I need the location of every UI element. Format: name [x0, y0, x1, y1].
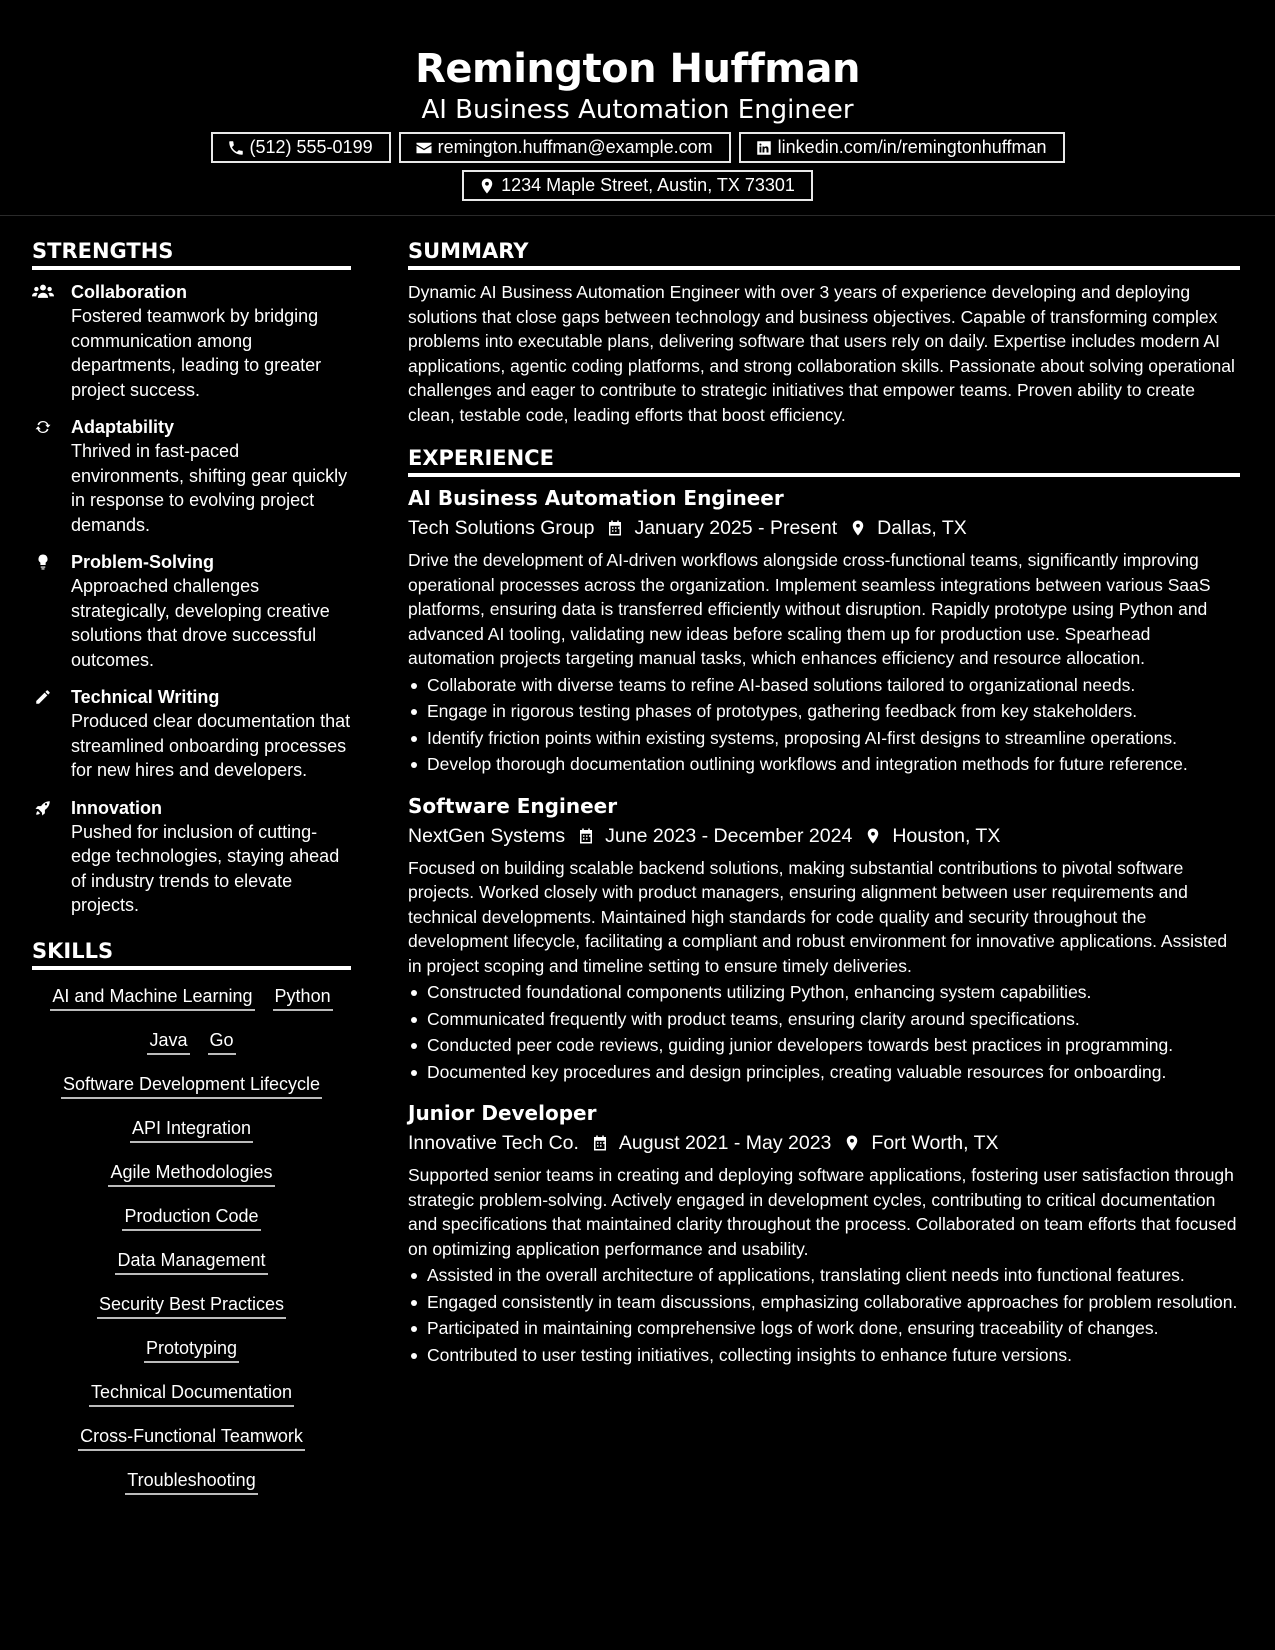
skill-tag: Technical Documentation	[89, 1380, 294, 1407]
strength-name: Problem-Solving	[71, 552, 215, 572]
job-description: Focused on building scalable backend solutions, making substantial contributions to pivotal software projects. Worked closely with product managers, ensuring alignment between user requirements and technical developments. Maintained high standards for code quality and security throughout the development lifecycle, facilitating a compliant and robust environment for innovative applications. Assisted in project scoping and timeline setting to ensure timely deliveries.	[408, 857, 1228, 976]
skill-tag: Data Management	[115, 1248, 267, 1275]
job-title: AI Business Automation Engineer	[408, 486, 784, 510]
skill-tag: Prototyping	[144, 1336, 239, 1363]
strength-item	[32, 685, 351, 783]
job-bullet: Participated in maintaining comprehensive logs of work done, ensuring traceability of changes.	[408, 1316, 1240, 1341]
job-bullet: Conducted peer code reviews, guiding junior developers towards best practices in programming.	[408, 1033, 1240, 1058]
envelope-icon	[415, 139, 433, 157]
job-entry	[408, 791, 1240, 1085]
calendar-icon	[606, 518, 624, 538]
strength-item	[32, 415, 351, 537]
job-description: Drive the development of AI-driven workflows alongside cross-functional teams, significantly improving operational processes across the organization. Implement seamless integrations between various SaaS platforms, ensuring data is transferred efficiently without disruption. Rapidly prototype using Python and advanced AI tooling, validating new ideas before scaling them up for production use. Spearhead automation projects targeting manual tasks, which enhances efficiency and resource allocation.	[408, 550, 1211, 668]
skill-tag: Troubleshooting	[125, 1468, 257, 1495]
calendar-icon	[577, 826, 595, 846]
job-description: Supported senior teams in creating and deploying software applications, fostering user satisfaction through strategic problem-solving. Actively engaged in development cycles, contributing to critical documentation and specifications that maintained clarity throughout the process. Collaborated on team efforts that focused on optimizing application performance and usability.	[408, 1165, 1237, 1259]
strength-item	[32, 550, 351, 672]
strength-name: Collaboration	[71, 282, 187, 302]
linkedin-chip[interactable]	[739, 132, 1065, 163]
address-text: 1234 Maple Street, Austin, TX 73301	[501, 175, 795, 195]
job-bullet: Develop thorough documentation outlining workflows and integration methods for future reference.	[408, 752, 1240, 777]
job-bullet: Assisted in the overall architecture of applications, translating client needs into functional features.	[408, 1263, 1240, 1288]
candidate-title: AI Business Automation Engineer	[421, 95, 854, 125]
skill-tag: Cross-Functional Teamwork	[78, 1424, 305, 1451]
strength-name: Technical Writing	[71, 687, 220, 707]
strengths-heading: STRENGTHS	[32, 236, 351, 270]
job-bullet: Identify friction points within existing systems, proposing AI-first designs to streamline operations.	[408, 726, 1240, 751]
skill-tag: Software Development Lifecycle	[61, 1072, 322, 1099]
resume-header	[0, 0, 1275, 216]
strength-name: Adaptability	[71, 417, 175, 437]
right-column	[408, 236, 1240, 1381]
job-bullet: Collaborate with diverse teams to refine AI-based solutions tailored to organizational needs.	[408, 673, 1240, 698]
email-chip[interactable]	[399, 132, 731, 163]
strength-desc: Fostered teamwork by bridging communication among departments, leading to greater project success.	[71, 306, 322, 400]
job-title: Software Engineer	[408, 793, 618, 818]
skill-tag: AI and Machine Learning	[50, 984, 254, 1011]
job-title: Junior Developer	[408, 1101, 597, 1125]
skill-tag: Agile Methodologies	[108, 1160, 274, 1187]
job-bullet: Documented key procedures and design principles, creating valuable resources for onboarding.	[408, 1060, 1240, 1085]
strength-item	[32, 796, 351, 918]
strength-desc: Approached challenges strategically, developing creative solutions that drove successful outcomes.	[71, 576, 330, 670]
summary-heading: SUMMARY	[408, 236, 1240, 270]
job-company: NextGen Systems	[408, 824, 566, 847]
skills-list	[32, 970, 351, 1495]
calendar-icon	[591, 1133, 609, 1153]
job-company: Tech Solutions Group	[408, 517, 595, 539]
phone-icon	[227, 139, 245, 157]
job-bullet: Communicated frequently with product teams, ensuring clarity around specifications.	[408, 1007, 1240, 1032]
linkedin-icon	[755, 139, 773, 157]
rocket-icon	[32, 799, 54, 817]
job-dates: January 2025 - Present	[634, 517, 838, 539]
skill-tag: Java	[147, 1028, 189, 1055]
strength-desc: Thrived in fast-paced environments, shifting gear quickly in response to evolving project demands.	[71, 441, 348, 535]
job-bullet: Contributed to user testing initiatives, collecting insights to enhance future versions.	[408, 1343, 1240, 1368]
email-text: remington.huffman@example.com	[437, 137, 713, 157]
strength-name: Innovation	[71, 797, 162, 818]
summary-text: Dynamic AI Business Automation Engineer with over 3 years of experience developing and deploying solutions that close gaps between technology and business objectives. Capable of transforming complex problems into executable plans, delivering software that users rely on daily. Expertise includes modern AI applications, agentic coding platforms, and strong collaboration skills. Passionate about solving operational challenges and eager to contribute to strategic initiatives that empower teams. Proven ability to create clean, testable code, leading efforts that boost efficiency.	[408, 282, 1235, 425]
phone-text: (512) 555-0199	[249, 137, 373, 157]
map-marker-icon	[843, 1133, 861, 1153]
skill-tag: Production Code	[122, 1204, 260, 1231]
job-entry	[408, 1098, 1240, 1367]
job-location: Dallas, TX	[877, 517, 967, 539]
map-marker-icon	[478, 177, 496, 195]
lightbulb-icon	[32, 553, 54, 571]
job-location: Houston, TX	[892, 824, 1001, 847]
job-location: Fort Worth, TX	[871, 1132, 999, 1154]
experience-heading: EXPERIENCE	[408, 443, 1240, 477]
linkedin-text: linkedin.com/in/remingtonhuffman	[777, 137, 1047, 157]
map-marker-icon	[849, 518, 867, 538]
skill-tag: Python	[273, 984, 333, 1011]
job-dates: August 2021 - May 2023	[618, 1132, 832, 1154]
map-marker-icon	[864, 826, 882, 846]
job-bullet: Constructed foundational components utilizing Python, enhancing system capabilities.	[408, 980, 1240, 1005]
skills-heading: SKILLS	[32, 936, 351, 970]
strength-item	[32, 280, 351, 402]
address-chip	[462, 170, 813, 201]
phone-chip[interactable]	[211, 132, 391, 163]
sync-icon	[32, 418, 54, 436]
job-entry	[408, 483, 1240, 777]
job-dates: June 2023 - December 2024	[605, 824, 853, 847]
strength-desc: Produced clear documentation that streamlined onboarding processes for new hires and developers.	[71, 711, 351, 780]
left-column	[32, 236, 351, 1512]
skill-tag: Go	[208, 1028, 236, 1055]
users-icon	[32, 283, 54, 301]
job-bullet: Engaged consistently in team discussions, emphasizing collaborative approaches for problem resolution.	[408, 1290, 1240, 1315]
candidate-name: Remington Huffman	[415, 46, 860, 92]
job-company: Innovative Tech Co.	[408, 1132, 579, 1154]
pencil-icon	[32, 688, 54, 706]
skill-tag: API Integration	[130, 1116, 253, 1143]
skill-tag: Security Best Practices	[97, 1292, 286, 1319]
strength-desc: Pushed for inclusion of cutting-edge technologies, staying ahead of industry trends to elevate projects.	[71, 821, 340, 915]
job-bullet: Engage in rigorous testing phases of prototypes, gathering feedback from key stakeholders.	[408, 699, 1240, 724]
